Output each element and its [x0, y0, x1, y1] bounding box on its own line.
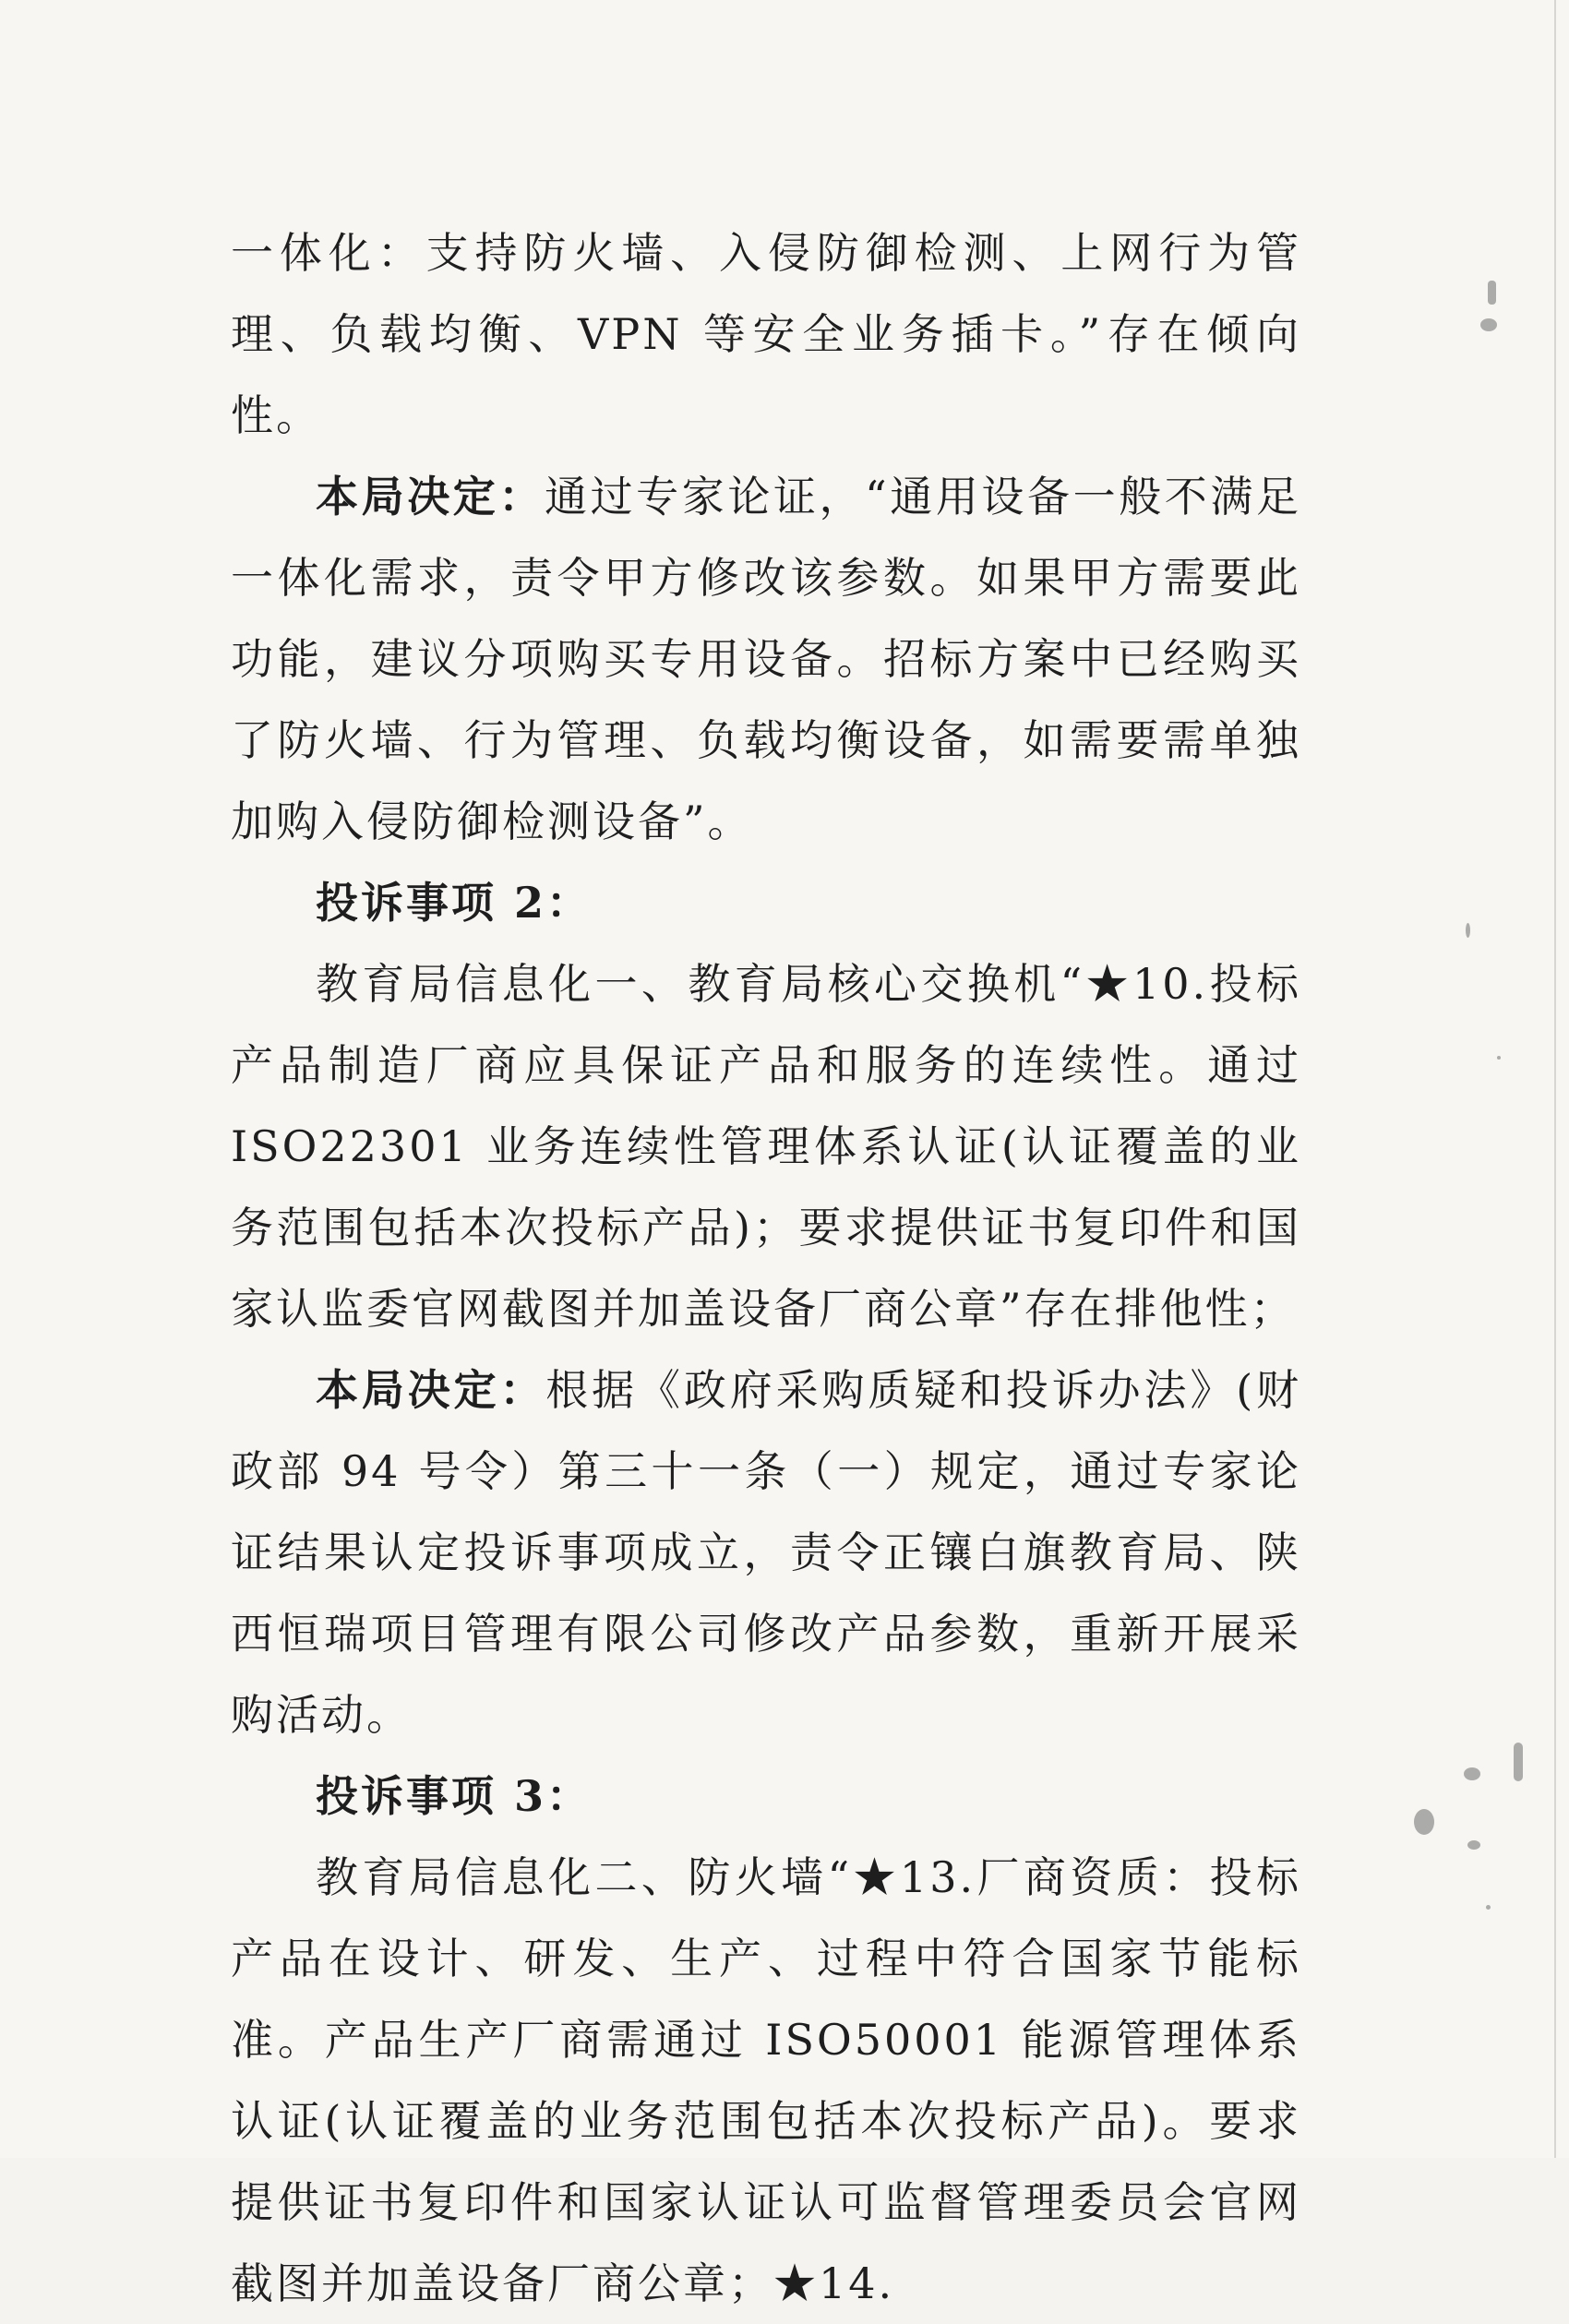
complaint-heading-2: [231, 862, 1301, 943]
scan-speck-5: [1514, 1743, 1523, 1781]
paragraph-1: [231, 212, 1301, 456]
paragraph-2: [231, 456, 1301, 862]
paragraph-7-text: 教育局信息化二、防火墙“★13.厂商资质：投标产品在设计、研发、生产、过程中符合国家节能标准。产品生产厂商需通过 ISO50001 能源管理体系认证(认证覆盖的业务范围包括本次投标产品)。要求提供证书复印件和国家认证认可监督管理委员会官网截图并加盖设备厂商公章；★14.: [231, 1852, 1301, 2308]
paragraph-4-text: 教育局信息化一、教育局核心交换机“★10.投标产品制造厂商应具保证产品和服务的连续性。通过 ISO22301 业务连续性管理体系认证(认证覆盖的业务范围包括本次投标产品)；要求提供证书复印件和国家认监委官网截图并加盖设备厂商公章”存在排他性；: [231, 959, 1301, 1334]
paragraph-5-text: 根据《政府采购质疑和投诉办法》(财政部 94 号令）第三十一条（一）规定，通过专家论证结果认定投诉事项成立，责令正镶白旗教育局、陕西恒瑞项目管理有限公司修改产品参数，重新开展采购活动。: [231, 1365, 1301, 1740]
complaint-heading-3-lead: 投诉事项 3：: [316, 1771, 593, 1821]
complaint-heading-3: [231, 1755, 1301, 1837]
scan-speck-4: [1497, 1056, 1501, 1060]
scan-speck-9: [1486, 1905, 1491, 1910]
scan-edge-line: [1554, 0, 1556, 2158]
scan-speck-8: [1467, 1840, 1480, 1850]
scan-speck-2: [1480, 318, 1497, 331]
paragraph-5-lead: 本局决定：: [316, 1365, 546, 1415]
paragraph-4: [231, 943, 1301, 1349]
paragraph-2-lead: 本局决定：: [316, 472, 545, 521]
complaint-heading-2-lead: 投诉事项 2：: [316, 878, 593, 928]
scan-speck-3: [1466, 923, 1470, 938]
paragraph-2-text: 通过专家论证，“通用设备一般不满足一体化需求，责令甲方修改该参数。如果甲方需要此功能，建议分项购买专用设备。招标方案中已经购买了防火墙、行为管理、负载均衡设备，如需要需单独加购入侵防御检测设备”。: [231, 472, 1301, 846]
paragraph-5: [231, 1349, 1301, 1755]
scan-speck-6: [1464, 1767, 1480, 1780]
paragraph-7: [231, 1837, 1301, 2324]
scan-speck-7: [1414, 1809, 1434, 1835]
document-body: [231, 212, 1301, 2324]
paragraph-1-text: 一体化：支持防火墙、入侵防御检测、上网行为管理、负载均衡、VPN 等安全业务插卡。”存在倾向性。: [231, 228, 1301, 440]
scan-speck-1: [1488, 281, 1496, 305]
